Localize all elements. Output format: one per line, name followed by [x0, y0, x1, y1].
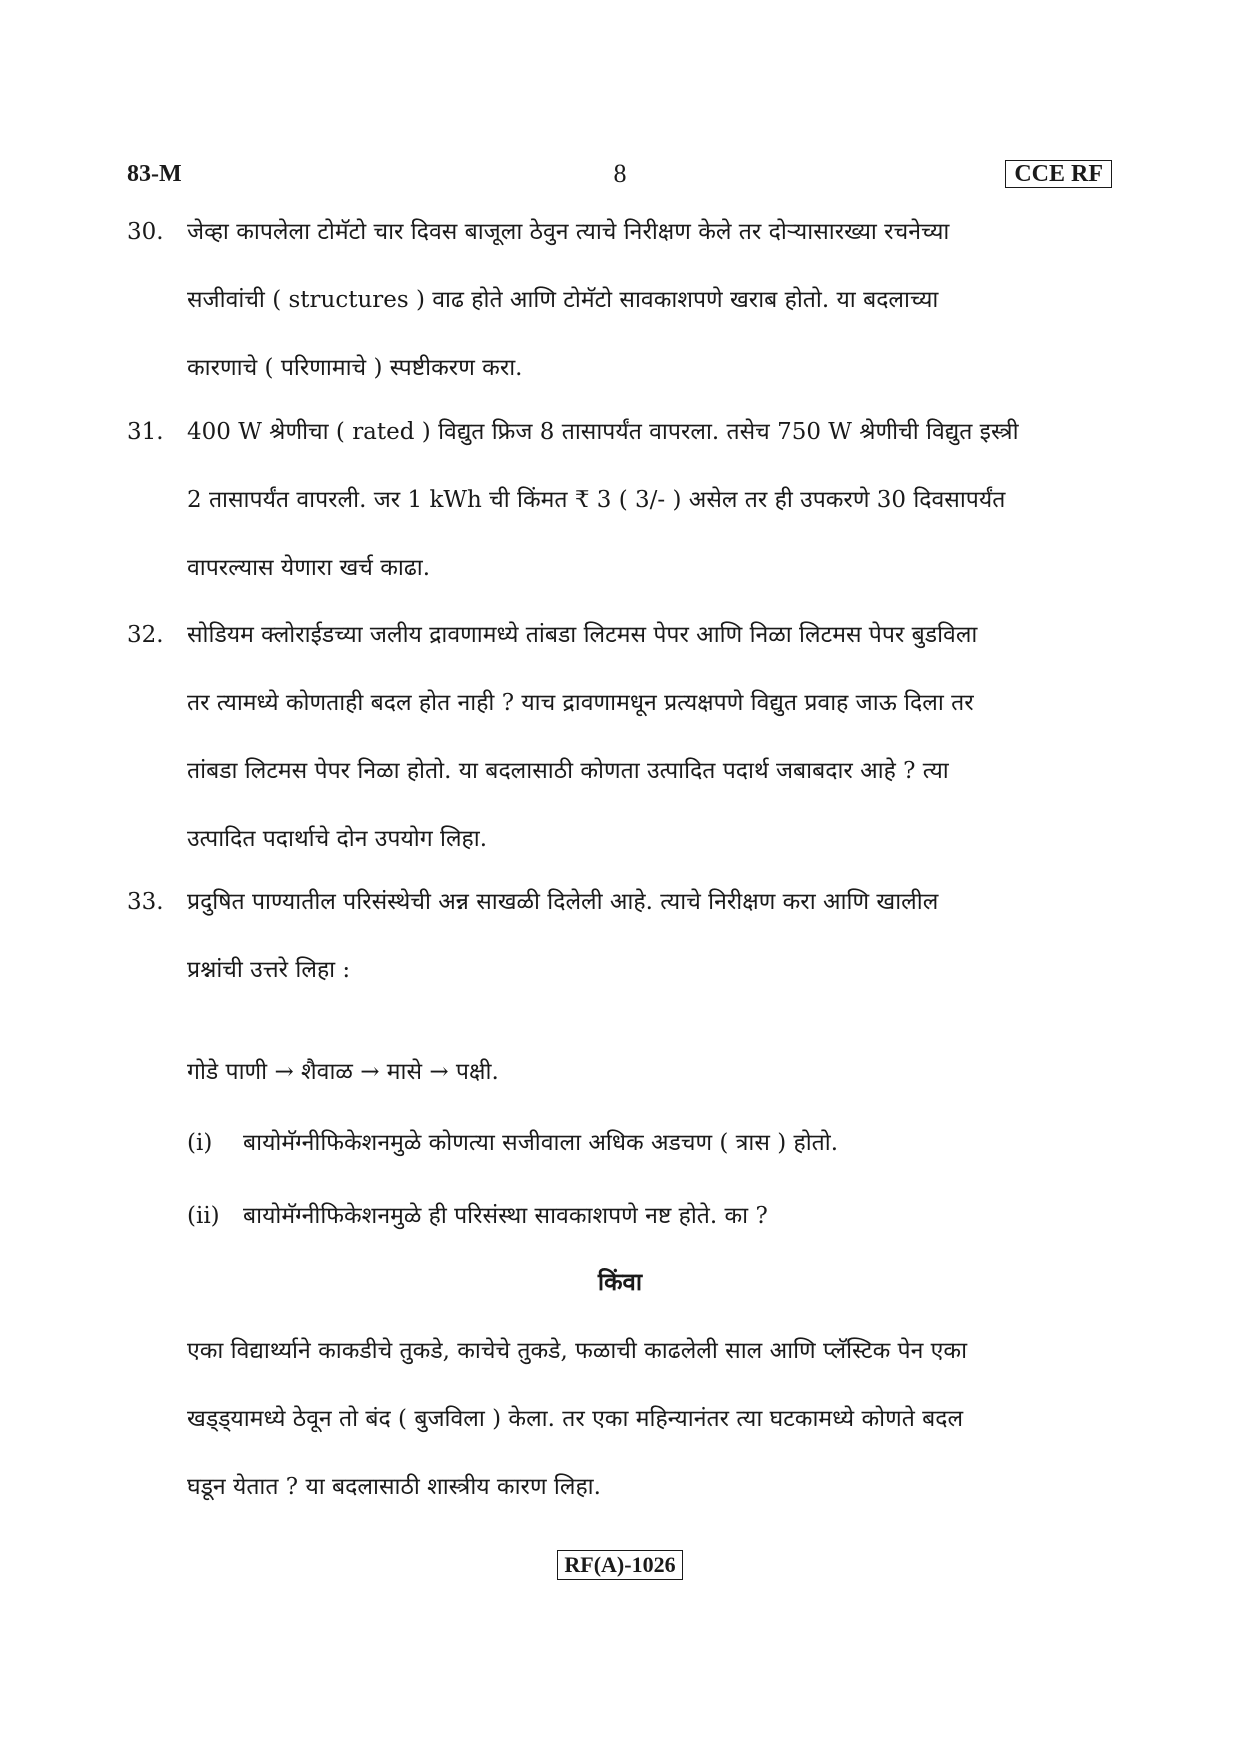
question-line: कारणाचे ( परिणामाचे ) स्पष्टीकरण करा. [187, 355, 523, 381]
question-text [187, 601, 1113, 873]
question-line: 2 तासापर्यंत वापरली. जर 1 kWh ची किंमत ₹ 3 ( 3/- ) असेल तर ही उपकरणे 30 दिवसापर्यंत [187, 487, 1006, 513]
question-line: घडून येतात ? या बदलासाठी शास्त्रीय कारण लिहा. [187, 1474, 601, 1500]
subquestion-i [187, 1123, 838, 1163]
page-number: 8 [613, 159, 627, 188]
footer-code: RF(A)-1026 [557, 1550, 682, 1580]
paper-code: 83-M [127, 161, 182, 187]
question-number: 30. [127, 219, 164, 245]
alternative-question [187, 1317, 1113, 1521]
question-line: प्रश्नांची उत्तरे लिहा : [187, 957, 351, 983]
question-text [187, 868, 1113, 1004]
question-line: एका विद्यार्थ्याने काकडीचे तुकडे, काचेचे तुकडे, फळाची काढलेली साल आणि प्लॅस्टिक पेन एका [187, 1338, 968, 1364]
question-30 [127, 218, 1113, 422]
question-line: खड्ड्यामध्ये ठेवून तो बंद ( बुजविला ) केला. तर एका महिन्यानंतर त्या घटकामध्ये कोणते बदल [187, 1406, 964, 1432]
question-number: 31. [127, 419, 164, 445]
subquestion-label: (ii) [187, 1203, 220, 1229]
subquestion-label: (i) [187, 1130, 213, 1156]
question-line: सोडियम क्लोराईडच्या जलीय द्रावणामध्ये तांबडा लिटमस पेपर आणि निळा लिटमस पेपर बुडविला [187, 622, 978, 648]
or-divider: किंवा [597, 1267, 643, 1296]
question-line: 400 W श्रेणीचा ( rated ) विद्युत फ्रिज 8 तासापर्यंत वापरला. तसेच 750 W श्रेणीची विद्युत इस्त्री [187, 419, 1019, 445]
question-line: तर त्यामध्ये कोणताही बदल होत नाही ? याच द्रावणामधून प्रत्यक्षपणे विद्युत प्रवाह जाऊ दिला तर [187, 690, 974, 716]
question-text [187, 198, 1113, 402]
question-line: वापरल्यास येणारा खर्च काढा. [187, 555, 431, 581]
question-text [187, 398, 1113, 602]
subquestion-text: बायोमॅग्नीफिकेशनमुळे ही परिसंस्था सावकाशपणे नष्ट होते. का ? [243, 1203, 768, 1229]
question-number: 32. [127, 622, 164, 648]
subquestion-text: बायोमॅग्नीफिकेशनमुळे कोणत्या सजीवाला अधिक अडचण ( त्रास ) होतो. [243, 1130, 839, 1156]
question-number: 33. [127, 889, 164, 915]
question-line: जेव्हा कापलेला टोमॅटो चार दिवस बाजूला ठेवुन त्याचे निरीक्षण केले तर दोऱ्यासारख्या रचनेच्या [187, 219, 950, 245]
question-line: तांबडा लिटमस पेपर निळा होतो. या बदलासाठी कोणता उत्पादित पदार्थ जबाबदार आहे ? त्या [187, 758, 949, 784]
question-31 [127, 418, 1113, 622]
question-line: उत्पादित पदार्थाचे दोन उपयोग लिहा. [187, 826, 488, 852]
question-line: प्रदुषित पाण्यातील परिसंस्थेची अन्न साखळी दिलेली आहे. त्याचे निरीक्षण करा आणि खालील [187, 889, 939, 915]
question-line: सजीवांची ( structures ) वाढ होते आणि टोमॅटो सावकाशपणे खराब होतो. या बदलाच्या [187, 287, 939, 313]
series-box: CCE RF [1005, 160, 1112, 188]
question-32 [127, 621, 1113, 893]
food-chain: गोडे पाणी → शैवाळ → मासे → पक्षी. [187, 1059, 499, 1085]
footer [0, 1550, 1240, 1580]
subquestion-ii [187, 1196, 768, 1236]
question-33 [127, 888, 1113, 1024]
